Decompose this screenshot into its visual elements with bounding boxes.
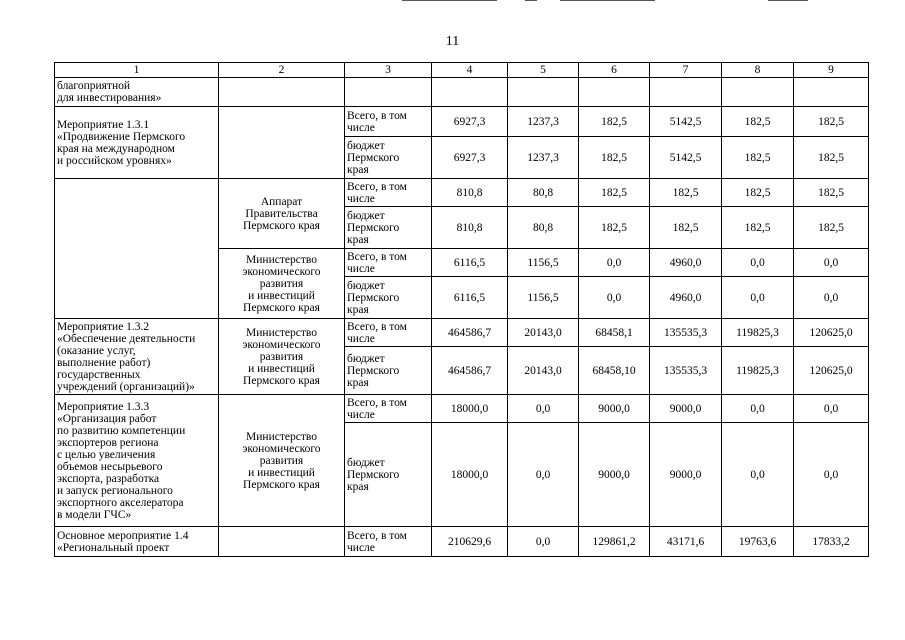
empty-cell	[579, 78, 650, 107]
value-cell: 9000,0	[579, 395, 650, 423]
col-header: 4	[432, 63, 508, 78]
value-cell: 68458,1	[579, 319, 650, 347]
value-cell: 182,5	[579, 137, 650, 179]
value-cell: 129861,2	[579, 527, 650, 557]
value-cell: 0,0	[722, 423, 794, 527]
col-header: 7	[650, 63, 722, 78]
funding-type-cell: Всего, в том числе	[345, 527, 432, 557]
value-cell: 80,8	[508, 207, 579, 249]
value-cell: 0,0	[508, 527, 579, 557]
value-cell: 210629,6	[432, 527, 508, 557]
executor-cell: Министерство экономического развития и инвестиций Пермского края	[219, 395, 345, 527]
value-cell: 182,5	[794, 207, 869, 249]
activity-cell	[55, 179, 219, 319]
value-cell: 182,5	[794, 179, 869, 207]
value-cell: 20143,0	[508, 319, 579, 347]
table-row	[55, 78, 869, 107]
funding-type-cell: бюджет Пермского края	[345, 423, 432, 527]
funding-type-cell: бюджет Пермского края	[345, 277, 432, 319]
funding-type-cell: Всего, в том числе	[345, 107, 432, 137]
empty-cell	[650, 78, 722, 107]
col-header: 6	[579, 63, 650, 78]
value-cell: 182,5	[722, 207, 794, 249]
value-cell: 182,5	[794, 137, 869, 179]
funding-type-cell: бюджет Пермского края	[345, 347, 432, 395]
value-cell: 5142,5	[650, 107, 722, 137]
value-cell: 0,0	[794, 395, 869, 423]
value-cell: 0,0	[579, 249, 650, 277]
top-rule-2	[525, 0, 537, 1]
page-number: 11	[445, 34, 460, 49]
empty-cell	[508, 78, 579, 107]
value-cell: 43171,6	[650, 527, 722, 557]
table-row	[55, 107, 869, 137]
value-cell: 464586,7	[432, 347, 508, 395]
header-row	[55, 63, 869, 78]
activity-cell: Мероприятие 1.3.1 «Продвижение Пермского края на международном и российском уровнях»	[55, 107, 219, 179]
value-cell: 9000,0	[650, 423, 722, 527]
table-row	[55, 179, 869, 207]
value-cell: 464586,7	[432, 319, 508, 347]
value-cell: 0,0	[794, 249, 869, 277]
value-cell: 4960,0	[650, 249, 722, 277]
executor-cell	[219, 107, 345, 179]
value-cell: 810,8	[432, 179, 508, 207]
value-cell: 120625,0	[794, 319, 869, 347]
value-cell: 1237,3	[508, 137, 579, 179]
value-cell: 68458,10	[579, 347, 650, 395]
value-cell: 6927,3	[432, 107, 508, 137]
value-cell: 17833,2	[794, 527, 869, 557]
value-cell: 135535,3	[650, 319, 722, 347]
value-cell: 0,0	[722, 277, 794, 319]
top-rule-4	[768, 0, 808, 1]
budget-table	[54, 62, 869, 557]
table-row	[55, 395, 869, 423]
value-cell: 0,0	[794, 277, 869, 319]
value-cell: 119825,3	[722, 319, 794, 347]
value-cell: 5142,5	[650, 137, 722, 179]
value-cell: 182,5	[650, 207, 722, 249]
value-cell: 182,5	[579, 107, 650, 137]
empty-cell	[794, 78, 869, 107]
col-header: 5	[508, 63, 579, 78]
value-cell: 6116,5	[432, 277, 508, 319]
empty-cell	[219, 78, 345, 107]
empty-cell	[722, 78, 794, 107]
value-cell: 810,8	[432, 207, 508, 249]
col-header: 3	[345, 63, 432, 78]
value-cell: 18000,0	[432, 423, 508, 527]
funding-type-cell: бюджет Пермского края	[345, 207, 432, 249]
value-cell: 0,0	[508, 395, 579, 423]
value-cell: 182,5	[579, 179, 650, 207]
value-cell: 9000,0	[650, 395, 722, 423]
value-cell: 18000,0	[432, 395, 508, 423]
value-cell: 120625,0	[794, 347, 869, 395]
col-header: 2	[219, 63, 345, 78]
executor-cell: Аппарат Правительства Пермского края	[219, 179, 345, 249]
activity-cell: Мероприятие 1.3.3 «Организация работ по развитию компетенции экспортеров региона с целью увеличения объемов несырьевого экспорта, разработка и запуск регионального экспортного акселератора в модели ГЧС»	[55, 395, 219, 527]
executor-cell: Министерство экономического развития и инвестиций Пермского края	[219, 319, 345, 395]
col-header: 1	[55, 63, 219, 78]
funding-type-cell: Всего, в том числе	[345, 319, 432, 347]
value-cell: 182,5	[794, 107, 869, 137]
executor-cell	[219, 527, 345, 557]
value-cell: 119825,3	[722, 347, 794, 395]
top-rule-3	[560, 0, 655, 1]
value-cell: 182,5	[579, 207, 650, 249]
value-cell: 135535,3	[650, 347, 722, 395]
funding-type-cell: Всего, в том числе	[345, 179, 432, 207]
value-cell: 0,0	[508, 423, 579, 527]
value-cell: 182,5	[722, 179, 794, 207]
executor-cell: Министерство экономического развития и инвестиций Пермского края	[219, 249, 345, 319]
value-cell: 182,5	[722, 137, 794, 179]
value-cell: 1156,5	[508, 277, 579, 319]
value-cell: 6116,5	[432, 249, 508, 277]
funding-type-cell: Всего, в том числе	[345, 249, 432, 277]
funding-type-cell: Всего, в том числе	[345, 395, 432, 423]
value-cell: 1156,5	[508, 249, 579, 277]
value-cell: 182,5	[722, 107, 794, 137]
col-header: 8	[722, 63, 794, 78]
funding-type-cell: бюджет Пермского края	[345, 137, 432, 179]
value-cell: 80,8	[508, 179, 579, 207]
value-cell: 1237,3	[508, 107, 579, 137]
value-cell: 0,0	[722, 249, 794, 277]
value-cell: 20143,0	[508, 347, 579, 395]
table-body	[55, 63, 869, 557]
value-cell: 19763,6	[722, 527, 794, 557]
value-cell: 9000,0	[579, 423, 650, 527]
top-rule-1	[402, 0, 497, 1]
table-row	[55, 527, 869, 557]
col-header: 9	[794, 63, 869, 78]
activity-cell: Мероприятие 1.3.2 «Обеспечение деятельности (оказание услуг, выполнение работ) государственных учреждений (организаций)»	[55, 319, 219, 395]
activity-cell: Основное мероприятие 1.4 «Региональный проект	[55, 527, 219, 557]
value-cell: 0,0	[722, 395, 794, 423]
value-cell: 0,0	[794, 423, 869, 527]
value-cell: 6927,3	[432, 137, 508, 179]
value-cell: 182,5	[650, 179, 722, 207]
value-cell: 4960,0	[650, 277, 722, 319]
table-row	[55, 319, 869, 347]
activity-cell: благоприятной для инвестирования»	[55, 78, 219, 107]
empty-cell	[432, 78, 508, 107]
value-cell: 0,0	[579, 277, 650, 319]
empty-cell	[345, 78, 432, 107]
